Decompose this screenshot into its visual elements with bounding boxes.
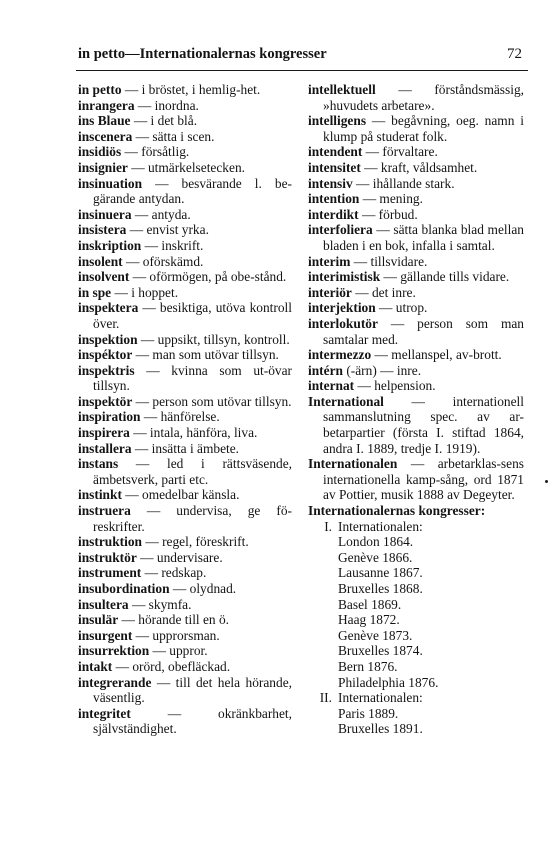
headword: inskription <box>78 237 142 253</box>
dictionary-entry <box>308 363 524 379</box>
left-column <box>78 82 292 737</box>
definition: — mening. <box>359 191 423 207</box>
headword: inspirera <box>78 425 130 441</box>
congress-city: Genève 1866. <box>338 549 413 565</box>
definition: — hörande till en ö. <box>118 612 230 628</box>
definition: — internationell sammanslutning spec. av ar-betarpartier (första I. stiftad 1864, andra I. 1889, tredje I. 1919). <box>323 393 524 456</box>
dictionary-entry <box>78 363 292 394</box>
headword: inrangera <box>78 97 135 113</box>
dictionary-entry <box>308 144 524 160</box>
congress-first-international <box>308 519 524 535</box>
headword: instans <box>78 456 119 472</box>
dictionary-entry <box>78 612 292 628</box>
dictionary-entry <box>78 160 292 176</box>
definition: — upprorsman. <box>132 627 220 643</box>
definition: — det inre. <box>351 284 416 300</box>
definition: — regel, föreskrift. <box>142 534 249 550</box>
congress-city: Basel 1869. <box>338 596 402 612</box>
dictionary-entry <box>308 160 524 176</box>
headword: instinkt <box>78 487 122 503</box>
congress-label: Internationalen: <box>338 690 423 706</box>
headword: installera <box>78 440 132 456</box>
definition: — ihållande stark. <box>352 175 455 191</box>
definition: — förbud. <box>358 206 418 222</box>
headword: insurrektion <box>78 643 150 659</box>
congress-city: Philadelphia 1876. <box>338 674 439 690</box>
definition: (-ärn) — inre. <box>342 362 422 378</box>
headword: integritet <box>78 705 131 721</box>
dictionary-entry <box>78 300 292 331</box>
headword: insulär <box>78 612 119 628</box>
headword: insultera <box>78 596 129 612</box>
dictionary-entry <box>308 191 524 207</box>
definition: — person som man samtalar med. <box>323 315 524 347</box>
dictionary-entry <box>78 98 292 114</box>
definition: — till det hela hörande, väsentlig. <box>93 674 292 706</box>
dictionary-entry <box>78 285 292 301</box>
headword: interim <box>308 253 351 269</box>
dictionary-entry <box>78 425 292 441</box>
definition: — förståndsmässig, »huvudets arbetare». <box>323 82 524 113</box>
dictionary-entry <box>78 144 292 160</box>
definition: — inordna. <box>134 97 199 113</box>
dictionary-entry <box>308 394 524 456</box>
definition: — intala, hänföra, liva. <box>129 425 258 441</box>
dictionary-entry <box>78 628 292 644</box>
congress-second-international <box>308 690 524 706</box>
dictionary-entry <box>78 347 292 363</box>
dictionary-entry <box>308 222 524 253</box>
definition: — begåvning, oeg. namn i klump på studerat folk. <box>323 113 524 144</box>
definition: — antyda. <box>131 206 191 222</box>
definition: — olydnad. <box>169 581 237 596</box>
definition: — uppror. <box>149 643 208 659</box>
headword: inscenera <box>78 128 133 144</box>
headword: insolent <box>78 253 123 269</box>
dictionary-entry <box>308 269 524 285</box>
definition: — omedelbar känsla. <box>121 487 240 503</box>
definition: — led i rättsväsende, ämbetsverk, parti etc. <box>93 456 292 487</box>
definition: — skymfa. <box>128 596 192 612</box>
dictionary-entry <box>308 316 524 347</box>
definition: — envist yrka. <box>126 222 209 238</box>
dictionary-entry <box>308 207 524 223</box>
headword: inspéktor <box>78 347 133 363</box>
definition: — tillsvidare. <box>350 253 428 269</box>
dictionary-entry <box>78 409 292 425</box>
dictionary-entry <box>78 565 292 581</box>
definition: — förvaltare. <box>362 144 438 160</box>
definition: — oförmögen, på obe-stånd. <box>129 269 287 285</box>
definition: — försåtlig. <box>121 144 190 160</box>
definition: — gällande tills vidare. <box>380 269 510 285</box>
header-rule <box>76 70 528 71</box>
dictionary-entry <box>78 176 292 207</box>
congress-city: Lausanne 1867. <box>338 565 423 581</box>
definition: — undervisa, ge fö-reskrifter. <box>93 503 292 534</box>
headword: interdikt <box>308 206 359 222</box>
dictionary-entry <box>78 597 292 613</box>
dictionary-entry <box>308 378 524 394</box>
dictionary-entry <box>78 82 292 98</box>
congress-city: Bern 1876. <box>338 658 398 674</box>
definition: — besiktiga, utöva kontroll över. <box>93 300 292 331</box>
definition: — person som utövar tillsyn. <box>132 393 292 409</box>
dictionary-entry <box>78 487 292 503</box>
headword: Internationalernas kongresser: <box>308 503 486 519</box>
congress-city: Haag 1872. <box>338 612 400 628</box>
roman-numeral: II. <box>319 690 332 706</box>
dictionary-entry <box>308 285 524 301</box>
dictionary-entry <box>78 238 292 254</box>
definition: — undervisare. <box>136 549 223 565</box>
dictionary-entry <box>78 269 292 285</box>
definition: — redskap. <box>141 565 207 581</box>
congress-city: Bruxelles 1874. <box>338 643 423 659</box>
headword: in spe <box>78 284 112 300</box>
dictionary-entry <box>78 550 292 566</box>
definition: — uppsikt, tillsyn, kontroll. <box>137 331 290 347</box>
roman-numeral: I. <box>324 518 332 534</box>
dictionary-entry <box>308 113 524 144</box>
dictionary-entry <box>78 394 292 410</box>
headword: intellektuell <box>308 82 376 97</box>
congress-city: Bruxelles 1891. <box>338 721 423 737</box>
definition: — i bröstet, i hemlig-het. <box>121 82 261 97</box>
definition: — orörd, obefläckad. <box>112 658 231 674</box>
definition: — sätta blanka blad mellan bladen i en bok, infalla i samtal. <box>323 222 524 253</box>
headword: insignier <box>78 159 128 175</box>
headword: inspektör <box>78 393 133 409</box>
definition: — i hoppet. <box>111 284 179 300</box>
dictionary-entry <box>78 503 292 534</box>
dictionary-entry <box>78 222 292 238</box>
dictionary-entry <box>78 254 292 270</box>
headword: instrument <box>78 565 142 581</box>
dictionary-entry <box>308 347 524 363</box>
dictionary-entry <box>78 207 292 223</box>
dictionary-entry <box>308 456 524 503</box>
headword: insubordination <box>78 581 170 596</box>
headword: instruktion <box>78 534 142 550</box>
dictionary-entry <box>78 441 292 457</box>
dictionary-entry <box>308 254 524 270</box>
headword: intakt <box>78 658 113 674</box>
headword: International <box>308 393 384 409</box>
headword: inspiration <box>78 409 141 425</box>
headword: intensitet <box>308 159 361 175</box>
page-header <box>78 46 522 68</box>
congress-city: Bruxelles 1868. <box>338 581 423 596</box>
headword: interjektion <box>308 300 376 316</box>
headword: interfoliera <box>308 222 373 238</box>
definition: — man som utövar tillsyn. <box>132 347 279 363</box>
dictionary-entry <box>308 176 524 192</box>
headword: integrerande <box>78 674 152 690</box>
headword: instruera <box>78 503 131 519</box>
headword: insinuation <box>78 175 143 191</box>
headword: inspektion <box>78 331 138 347</box>
congress-city: Genève 1873. <box>338 627 413 643</box>
headword: inspektris <box>78 362 135 378</box>
headword: Internationalen <box>308 456 398 472</box>
headword: intermezzo <box>308 347 372 363</box>
definition: — i det blå. <box>130 113 198 129</box>
definition: — hänförelse. <box>140 409 220 425</box>
dictionary-entry <box>78 332 292 348</box>
definition: — utmärkelsetecken. <box>127 159 245 175</box>
definition: — inskrift. <box>141 237 204 253</box>
headword: internat <box>308 378 355 394</box>
headword: interiör <box>308 284 352 300</box>
definition: — sätta i scen. <box>132 128 215 144</box>
margin-dot <box>545 480 548 483</box>
page-number: 72 <box>507 46 522 62</box>
definition: — kvinna som ut-övar tillsyn. <box>93 362 292 394</box>
dictionary-entry <box>78 456 292 487</box>
dictionary-entry <box>78 581 292 597</box>
dictionary-entry <box>78 534 292 550</box>
headword: intelligens <box>308 113 367 129</box>
headword: insidiös <box>78 144 122 160</box>
definition: — arbetarklas-sens internationella kamp-sång, ord 1871 av Pottier, musik 1888 av Degeyter. <box>323 456 524 503</box>
definition: — utrop. <box>375 300 428 316</box>
right-column <box>308 82 524 737</box>
headword: intensiv <box>308 175 353 191</box>
dictionary-entry <box>78 706 292 737</box>
definition: — oförskämd. <box>122 253 204 269</box>
headword: inspektera <box>78 300 139 316</box>
headword: insolvent <box>78 269 130 285</box>
headword: insurgent <box>78 627 133 643</box>
headword: insistera <box>78 222 127 238</box>
congress-city: Paris 1889. <box>338 705 399 721</box>
dictionary-entry <box>78 129 292 145</box>
headword: intendent <box>308 144 363 160</box>
headword: in petto <box>78 82 122 97</box>
headword: intention <box>308 191 360 207</box>
headword: interlokutör <box>308 315 378 331</box>
definition: — okränkbarhet, självständighet. <box>93 705 292 737</box>
dictionary-entry <box>78 659 292 675</box>
definition: — mellanspel, av-brott. <box>371 347 502 363</box>
definition: — insätta i ämbete. <box>131 440 240 456</box>
headword: insinuera <box>78 206 132 222</box>
dictionary-entry <box>308 503 524 519</box>
headword: interimistisk <box>308 269 381 285</box>
dictionary-entry <box>308 300 524 316</box>
running-title: in petto—Internationalernas kongresser <box>78 46 327 62</box>
dictionary-entry <box>78 643 292 659</box>
headword: ins Blaue <box>78 113 131 129</box>
dictionary-entry <box>308 82 524 113</box>
definition: — kraft, våldsamhet. <box>360 159 478 175</box>
congress-label: Internationalen: <box>338 518 423 534</box>
dictionary-entry <box>78 675 292 706</box>
headword: intérn <box>308 362 343 378</box>
congress-city: London 1864. <box>338 534 414 550</box>
definition: — helpension. <box>354 378 436 394</box>
definition: — besvärande l. be-gärande antydan. <box>93 175 292 207</box>
dictionary-entry <box>78 113 292 129</box>
headword: instruktör <box>78 549 137 565</box>
